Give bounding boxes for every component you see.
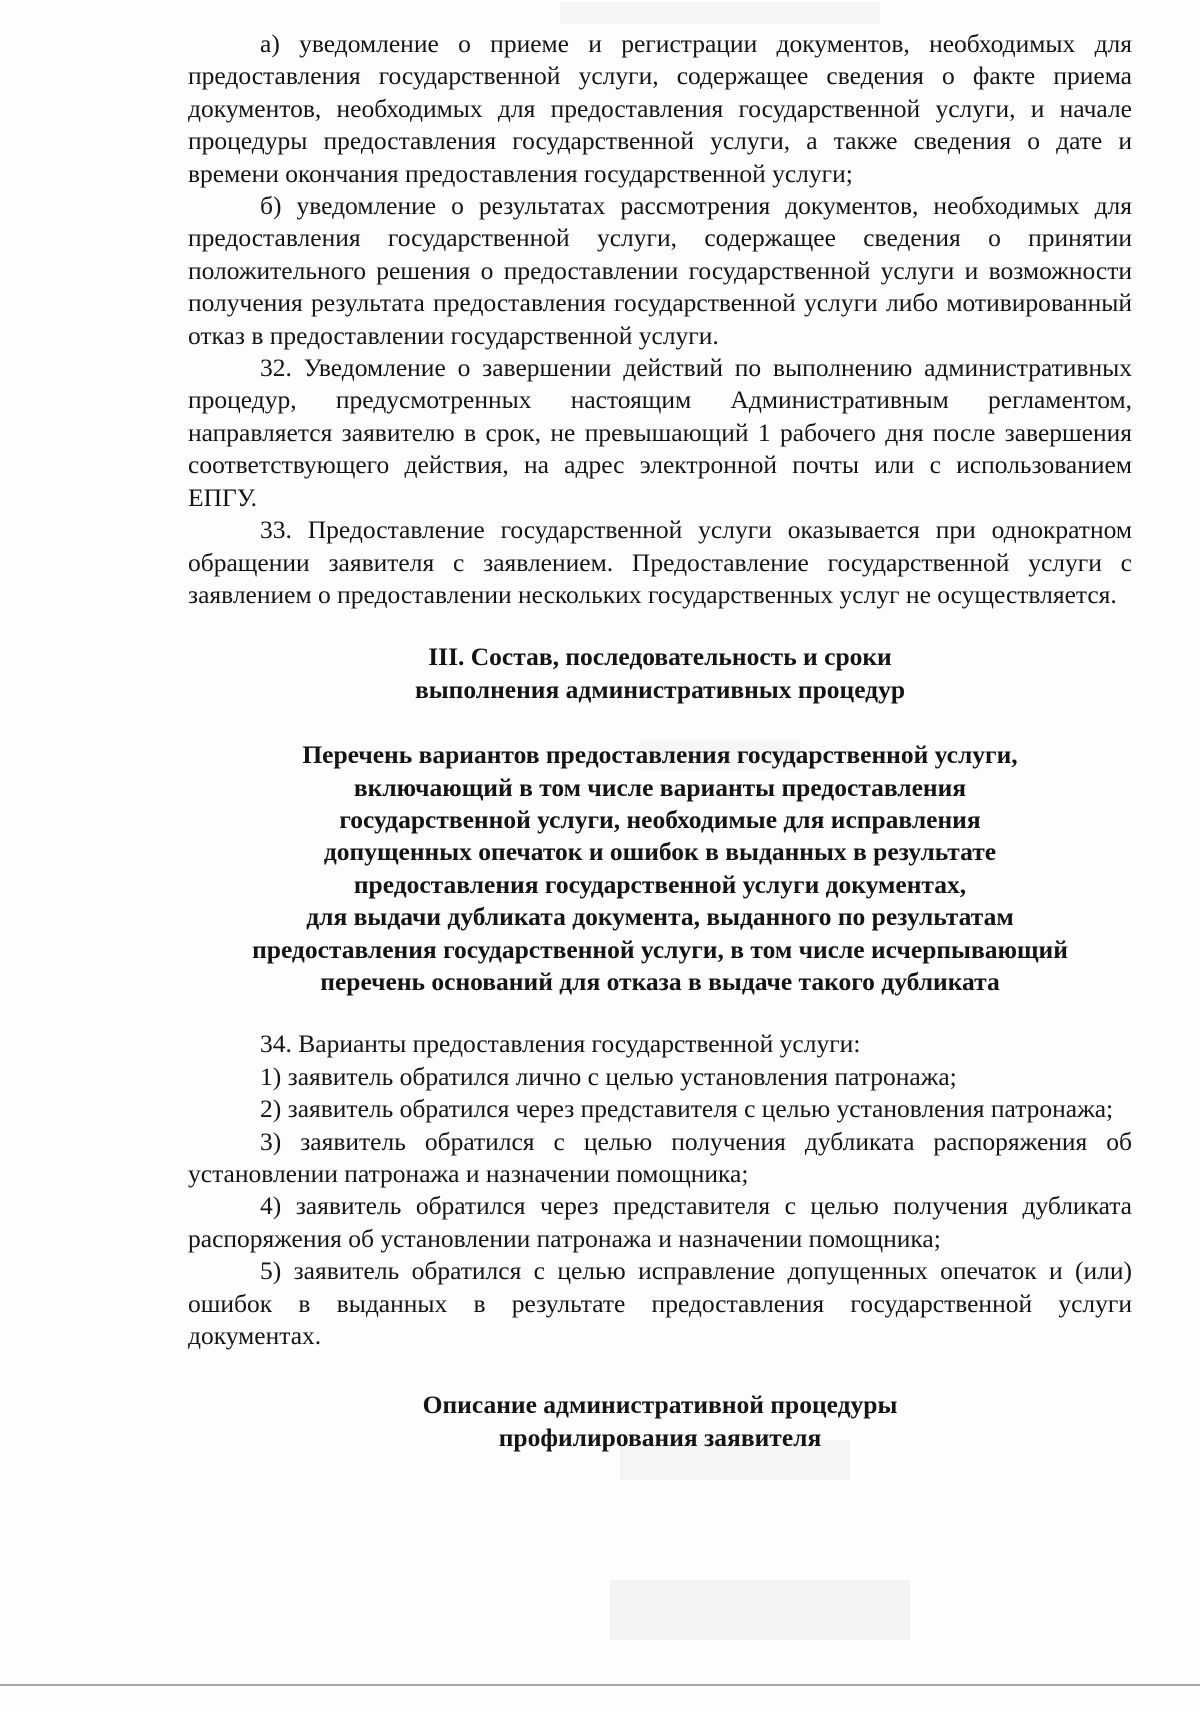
paragraph-a: а) уведомление о приеме и регистрации документов, необходимых для предоставления государственной услуги, содержащее сведения о факте приема документов, необходимых для предоставления государственной услуги, и начале процедуры предоставления государственной услуги, а также сведения о дате и времени окончания предоставления государственной услуги; bbox=[188, 29, 1132, 188]
scan-noise bbox=[610, 1580, 910, 1640]
variant-item-1: 1) заявитель обратился лично с целью установления патронажа; bbox=[260, 1061, 957, 1091]
variants-heading-line: перечень оснований для отказа в выдаче такого дубликата bbox=[320, 966, 1000, 996]
scan-noise bbox=[560, 2, 880, 24]
variants-heading-line: предоставления государственной услуги, в том числе исчерпывающий bbox=[252, 934, 1068, 964]
variants-heading-line: допущенных опечаток и ошибок в выданных в результате bbox=[323, 837, 997, 867]
variant-item-2: 2) заявитель обратился через представителя с целью установления патронажа; bbox=[260, 1094, 1114, 1124]
procedure-heading bbox=[188, 1389, 1132, 1454]
section-heading-line: выполнения административных процедур bbox=[414, 674, 906, 704]
paragraph-32: 32. Уведомление о завершении действий по выполнению административных процедур, предусмотренных настоящим Административным регламентом, направляется заявителю в срок, не превышающий 1 рабочего дня после завершения соответствующего действия, на адрес электронной почты или с использованием ЕПГУ. bbox=[188, 353, 1132, 512]
procedure-heading-line: профилирования заявителя bbox=[498, 1422, 822, 1452]
variants-heading-line: предоставления государственной услуги документах, bbox=[353, 869, 967, 899]
variants-heading bbox=[188, 739, 1132, 998]
paragraph-34: 34. Варианты предоставления государственной услуги: bbox=[260, 1029, 861, 1059]
variant-item-5: 5) заявитель обратился с целью исправление допущенных опечаток и (или) ошибок в выданных в результате предоставления государственной услуги документах. bbox=[188, 1256, 1132, 1351]
paragraph-b: б) уведомление о результатах рассмотрения документов, необходимых для предоставления государственной услуги, содержащее сведения о принятии положительного решения о предоставлении государственной услуги и возможности получения результата предоставления государственной услуги либо мотивированный отказ в предоставлении государственной услуги. bbox=[188, 191, 1132, 350]
variant-item-4: 4) заявитель обратился через представителя с целью получения дубликата распоряжения об установлении патронажа и назначении помощника; bbox=[188, 1191, 1132, 1253]
procedure-heading-line: Описание административной процедуры bbox=[422, 1390, 898, 1420]
variants-heading-line: включающий в том числе варианты предоставления bbox=[353, 772, 967, 802]
scan-edge-line bbox=[0, 1684, 1200, 1686]
variants-heading-line: государственной услуги, необходимые для исправления bbox=[339, 804, 981, 834]
variants-heading-line: для выдачи дубликата документа, выданного по результатам bbox=[306, 902, 1014, 932]
section-heading bbox=[188, 641, 1132, 706]
document-body bbox=[188, 28, 1132, 1454]
variants-heading-line: Перечень вариантов предоставления государственной услуги, bbox=[302, 740, 1018, 770]
variant-item-3: 3) заявитель обратился с целью получения дубликата распоряжения об установлении патронажа и назначении помощника; bbox=[188, 1126, 1132, 1188]
paragraph-33: 33. Предоставление государственной услуги оказывается при однократном обращении заявителя с заявлением. Предоставление государственной услуги с заявлением о предоставлении нескольких государственных услуг не осуществляется. bbox=[188, 515, 1132, 609]
section-heading-line: III. Состав, последовательность и сроки bbox=[428, 642, 892, 672]
